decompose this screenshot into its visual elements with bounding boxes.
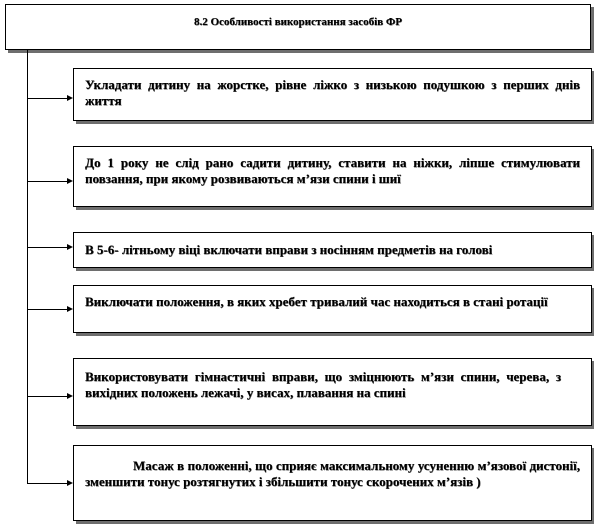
branch-line-1 <box>27 98 67 99</box>
branch-line-6 <box>27 483 67 484</box>
item-box-5 <box>73 358 592 426</box>
item-box-4 <box>73 285 592 333</box>
item-text-4: Виключати положення, в яких хребет тривалий час находиться в стані ротації <box>85 294 548 309</box>
item-box-3 <box>73 232 592 268</box>
branch-line-2 <box>27 181 67 182</box>
item-box-1 <box>73 68 592 121</box>
item-text-3: В 5-6- літньому віці включати вправи з носінням предметів на голові <box>85 242 493 257</box>
item-box-2 <box>73 146 592 207</box>
item-box-6 <box>73 445 592 521</box>
branch-line-3 <box>27 247 67 248</box>
item-text-2: До 1 року не слід рано садити дитину, ставити на ніжки, ліпше стимулювати повзання, при якому розвиваються м’язи спини і шиї <box>85 155 580 187</box>
branch-line-5 <box>27 396 67 397</box>
item-text-5: Використовувати гімнастичні вправи, що зміцнюють м’язи спини, черева, з вихідних положень лежачі, у висах, плавання на спині <box>85 369 561 401</box>
diagram-title: 8.2 Особливості використання засобів ФР <box>193 16 403 28</box>
item-text-1: Укладати дитину на жорстке, рівне ліжко з низькою подушкою з перших днів життя <box>85 77 580 109</box>
connector-spine <box>27 50 28 484</box>
header-box <box>5 4 591 50</box>
branch-line-4 <box>27 309 67 310</box>
item-text-6: Масаж в положенні, що сприяє максимальному усуненню м’язової дистонії, зменшити тонус розтягнутих і збільшити тонус скорочених м’язів ) <box>85 458 580 490</box>
